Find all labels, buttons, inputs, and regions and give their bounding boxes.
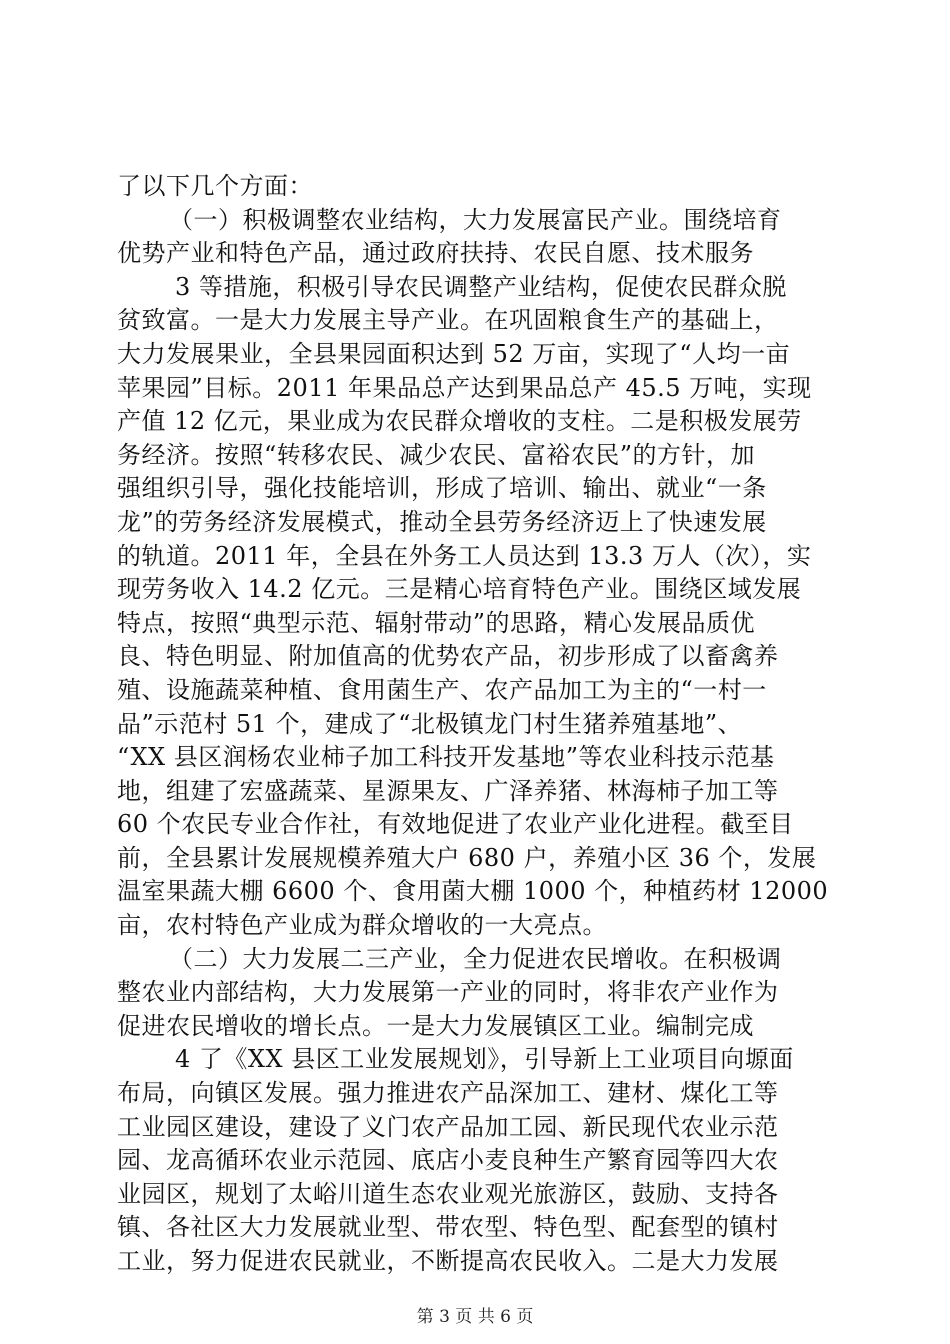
text-line: 亩，农村特色产业成为群众增收的一大亮点。 xyxy=(117,911,607,940)
text-line: 业园区，规划了太峪川道生态农业观光旅游区，鼓励、支持各 xyxy=(117,1179,779,1208)
text-line: 殖、设施蔬菜种植、食用菌生产、农产品加工为主的“一村一 xyxy=(117,675,767,704)
text-line: （一）积极调整农业结构，大力发展富民产业。围绕培育 xyxy=(169,205,782,234)
text-line: 了以下几个方面： xyxy=(117,172,313,200)
text-line: 工业园区建设，建设了义门农产品加工园、新民现代农业示范 xyxy=(117,1112,779,1141)
text-line: “XX 县区润杨农业柿子加工科技开发基地”等农业科技示范基 xyxy=(117,743,775,772)
text-line: 整农业内部结构，大力发展第一产业的同时，将非农产业作为 xyxy=(117,978,779,1007)
text-line: 特点，按照“典型示范、辐射带动”的思路，精心发展品质优 xyxy=(117,608,756,637)
text-line: 温室果蔬大棚 6600 个、食用菌大棚 1000 个，种植药材 12000 xyxy=(117,877,829,906)
text-line: 3 等措施，积极引导农民调整产业结构，促使农民群众脱 xyxy=(175,272,787,301)
text-line: 强组织引导，强化技能培训，形成了培训、输出、就业“一条 xyxy=(117,474,767,503)
page-number-footer: 第 3 页 共 6 页 xyxy=(416,1307,534,1327)
text-line: 苹果园”目标。2011 年果品总产达到果品总产 45.5 万吨，实现 xyxy=(117,373,812,402)
text-line: 产值 12 亿元，果业成为农民群众增收的支柱。二是积极发展劳 xyxy=(117,407,802,436)
text-line: 务经济。按照“转移农民、减少农民、富裕农民”的方针，加 xyxy=(117,440,756,469)
text-line: 现劳务收入 14.2 亿元。三是精心培育特色产业。围绕区域发展 xyxy=(117,575,802,604)
text-line: 大力发展果业，全县果园面积达到 52 万亩，实现了“人均一亩 xyxy=(117,339,791,368)
text-line: 60 个农民专业合作社，有效地促进了农业产业化进程。截至目 xyxy=(117,810,794,839)
text-line: 布局，向镇区发展。强力推进农产品深加工、建材、煤化工等 xyxy=(117,1079,779,1108)
text-line: 园、龙高循环农业示范园、底店小麦良种生产繁育园等四大农 xyxy=(117,1146,779,1175)
body-text xyxy=(117,170,842,1279)
text-line: 优势产业和特色产品，通过政府扶持、农民自愿、技术服务 xyxy=(117,239,754,268)
text-line: （二）大力发展二三产业，全力促进农民增收。在积极调 xyxy=(169,944,782,973)
text-line: 4 了《XX 县区工业发展规划》，引导新上工业项目向塬面 xyxy=(175,1045,794,1074)
text-line: 良、特色明显、附加值高的优势农产品，初步形成了以畜禽养 xyxy=(117,642,779,671)
text-line: 品”示范村 51 个，建成了“北极镇龙门村生猪养殖基地”、 xyxy=(117,709,743,738)
text-line: 镇、各社区大力发展就业型、带农型、特色型、配套型的镇村 xyxy=(117,1213,779,1242)
text-line: 龙”的劳务经济发展模式，推动全县劳务经济迈上了快速发展 xyxy=(117,507,767,536)
text-line: 前，全县累计发展规模养殖大户 680 户，养殖小区 36 个，发展 xyxy=(117,843,817,872)
text-line: 的轨道。2011 年，全县在外务工人员达到 13.3 万人（次），实 xyxy=(117,541,812,570)
text-line: 工业，努力促进农民就业，不断提高农民收入。二是大力发展 xyxy=(117,1247,779,1275)
text-line: 贫致富。一是大力发展主导产业。在巩固粮食生产的基础上， xyxy=(117,306,779,335)
text-line: 地，组建了宏盛蔬菜、星源果友、广泽养猪、林海柿子加工等 xyxy=(117,776,779,805)
text-line: 促进农民增收的增长点。一是大力发展镇区工业。编制完成 xyxy=(117,1011,754,1040)
